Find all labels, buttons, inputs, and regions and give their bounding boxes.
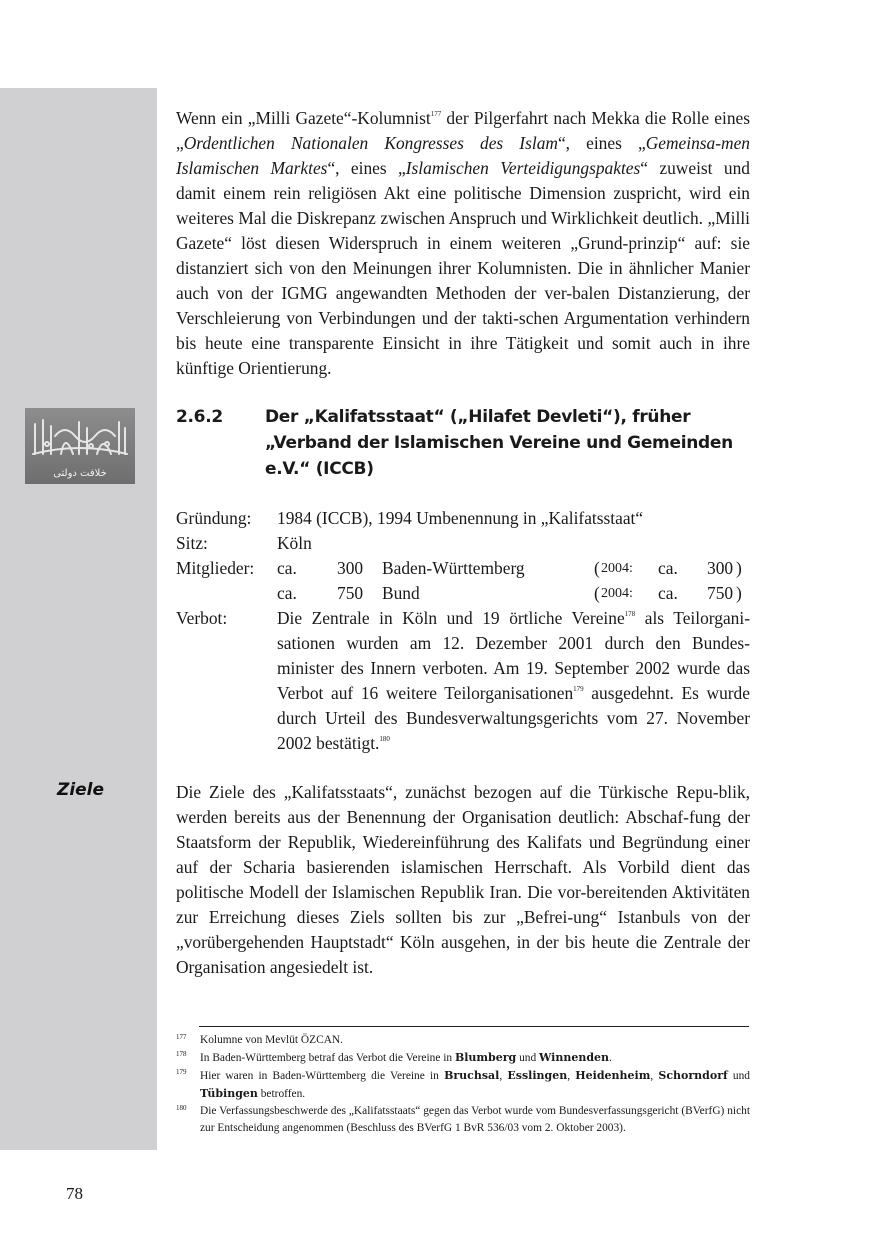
- fact-row-mitglieder: [176, 556, 750, 581]
- italic-term: Ordentlichen Nationalen Kongresses des Islam: [183, 133, 558, 153]
- fact-value: Köln: [277, 533, 312, 553]
- member-region: Bund: [382, 583, 420, 603]
- footnote-number: 179: [176, 1068, 187, 1076]
- fact-sheet: [176, 506, 750, 756]
- member-prev-open: (: [594, 558, 600, 578]
- member-prev-open: (: [594, 583, 600, 603]
- margin-sidebar: [0, 88, 157, 1150]
- fact-label: Verbot:: [176, 608, 228, 628]
- footnote-text: Hier waren in Baden-Württemberg die Vereine in: [200, 1070, 445, 1082]
- fact-label: Sitz:: [176, 533, 208, 553]
- page-number: 78: [66, 1184, 83, 1203]
- footnote-ref: 177: [430, 110, 442, 118]
- footnote-text: ,: [499, 1070, 508, 1082]
- member-count: 300: [337, 558, 364, 578]
- place-name: Blumberg: [454, 1051, 517, 1064]
- text-run: der Pilgerfahrt nach Mekka die Rolle eines „: [176, 108, 750, 153]
- place-name: Bruchsal: [444, 1069, 500, 1082]
- footnote-text: Kolumne von Mevlüt ÖZCAN.: [200, 1034, 344, 1046]
- member-count: 750: [337, 583, 364, 603]
- footnote-number: 177: [176, 1033, 187, 1041]
- member-prev-close: ): [736, 583, 742, 603]
- place-name: Heidenheim: [575, 1069, 651, 1082]
- footnotes: [176, 1032, 750, 1137]
- italic-term: Islamischen Verteidigungspaktes: [405, 158, 641, 178]
- place-name: Winnenden: [539, 1051, 610, 1064]
- fact-label: Mitglieder:: [176, 558, 255, 578]
- fact-value: [277, 606, 750, 756]
- footnote-ref: 178: [624, 610, 636, 618]
- footnote-178: [176, 1049, 750, 1067]
- member-prev-count: 300: [707, 558, 734, 578]
- member-prev-close: ): [736, 558, 742, 578]
- intro-paragraph: [176, 106, 750, 381]
- footnote-text: betroffen.: [257, 1088, 306, 1100]
- footnote-text: und: [516, 1052, 540, 1064]
- place-name: Tübingen: [200, 1087, 258, 1100]
- footnote-number: 178: [176, 1050, 187, 1058]
- member-prev-year: 2004:: [601, 586, 633, 601]
- footnote-179: [176, 1067, 750, 1103]
- fact-row-mitglieder-2: [176, 581, 750, 606]
- footnote-ref: 179: [573, 685, 584, 693]
- footnote-text: In Baden-Württemberg betraf das Verbot die Vereine in: [200, 1052, 455, 1064]
- fact-row-verbot: [176, 606, 750, 756]
- text-run: “, eines „: [327, 158, 406, 178]
- member-prev-count: 750: [707, 583, 734, 603]
- footnote-text: .: [609, 1052, 612, 1064]
- ziele-paragraph: Die Ziele des „Kalifatsstaats“, zunächst bezogen auf die Türkische Repu-blik, werden bereits aus der Benennung der Organisation deutlich: Abschaf-fung der Staatsform der Republik, Wiedereinführung des Kalifats und Begründung einer auf der Scharia basierenden islamischen Herrschaft. Als Vorbild dient das politische Modell der Islamischen Republik Iran. Die vor-bereitenden Aktivitäten zur Erreichung dieses Ziels sollten bis zur „Befrei-ung“ Istanbuls von der „vorübergehenden Hauptstadt“ Köln ausgehen, in der bis heute die Zentrale der Organisation angesiedelt ist.: [176, 782, 750, 977]
- member-prev-ca: ca.: [658, 558, 678, 578]
- footnote-divider: [199, 1026, 749, 1027]
- footnote-number: 180: [176, 1104, 187, 1112]
- place-name: Schorndorf: [658, 1069, 728, 1082]
- footnote-177: [176, 1032, 750, 1049]
- text-run: als Teilorgani-sationen wurden am 12. Dezember 2001 durch den Bundes-minister des Innern verboten. Am 19. September 2002 wurde das Verbot auf 16 weitere Teilorganisationen: [277, 608, 750, 703]
- member-prev-year: 2004:: [601, 561, 633, 576]
- text-run: Wenn ein „Milli Gazete“-Kolumnist: [176, 108, 431, 128]
- text-run: ausgedehnt. Es wurde durch Urteil des Bundesverwaltungsgerichts vom 27. November 2002 bestätigt.: [277, 683, 750, 753]
- footnote-text: und: [727, 1070, 750, 1082]
- member-ca: ca.: [277, 583, 297, 603]
- text-run: “ zuweist und damit einem rein religiösen Akt eine politische Dimension zuspricht, wird ein weiteres Mal die Diskrepanz zwischen Anspruch und Wirklichkeit deutlich. „Milli Gazete“ löst diesen Widerspruch in einem weiteren „Grund-prinzip“ auf: sie distanziert sich von den Meinungen ihrer Kolumnisten. Die in ähnlicher Manier auch von der IGMG angewandten Methoden der ver-balen Distanzierung, der Verschleierung von Verbindungen und der takti-schen Argumentation verhindern bis heute eine transparente Einsicht in ihre Tätigkeit und somit auch in ihre künftige Orientierung.: [176, 158, 750, 378]
- member-ca: ca.: [277, 558, 297, 578]
- margin-label-ziele: Ziele: [57, 780, 105, 800]
- text-run: Die Zentrale in Köln und 19 örtliche Vereine: [277, 608, 625, 628]
- calligraphy-icon: [31, 414, 129, 460]
- member-prev-ca: ca.: [658, 583, 678, 603]
- text-run: “, eines „: [557, 133, 646, 153]
- footnote-180: [176, 1103, 750, 1137]
- fact-label: Gründung:: [176, 508, 252, 528]
- member-region: Baden-Württemberg: [382, 558, 525, 578]
- fact-value: 1984 (ICCB), 1994 Umbenennung in „Kalifatsstaat“: [277, 508, 644, 528]
- footnote-text: Die Verfassungsbeschwerde des „Kalifatsstaats“ gegen das Verbot wurde vom Bundesverfassungsgericht (BVerfG) nicht zur Entscheidung angenommen (Beschluss des BVerfG 1 BvR 536/03 vom 2. Oktober 2003).: [200, 1105, 750, 1134]
- fact-row-gruendung: [176, 506, 750, 531]
- emblem-caption: خلافت دولتى: [53, 468, 107, 479]
- caliphate-emblem: [25, 408, 135, 484]
- section-title: Der „Kalifatsstaat“ („Hilafet Devleti“), früher „Verband der Islamischen Vereine und Gemeinden e.V.“ (ICCB): [265, 407, 733, 479]
- footnote-text: ,: [567, 1070, 576, 1082]
- italic-term: Gemeinsa-men Islamischen Marktes: [176, 133, 750, 178]
- fact-row-sitz: [176, 531, 750, 556]
- footnote-ref: 180: [379, 735, 390, 743]
- section-number: 2.6.2: [176, 407, 223, 427]
- footnote-text: ,: [650, 1070, 659, 1082]
- place-name: Esslingen: [507, 1069, 568, 1082]
